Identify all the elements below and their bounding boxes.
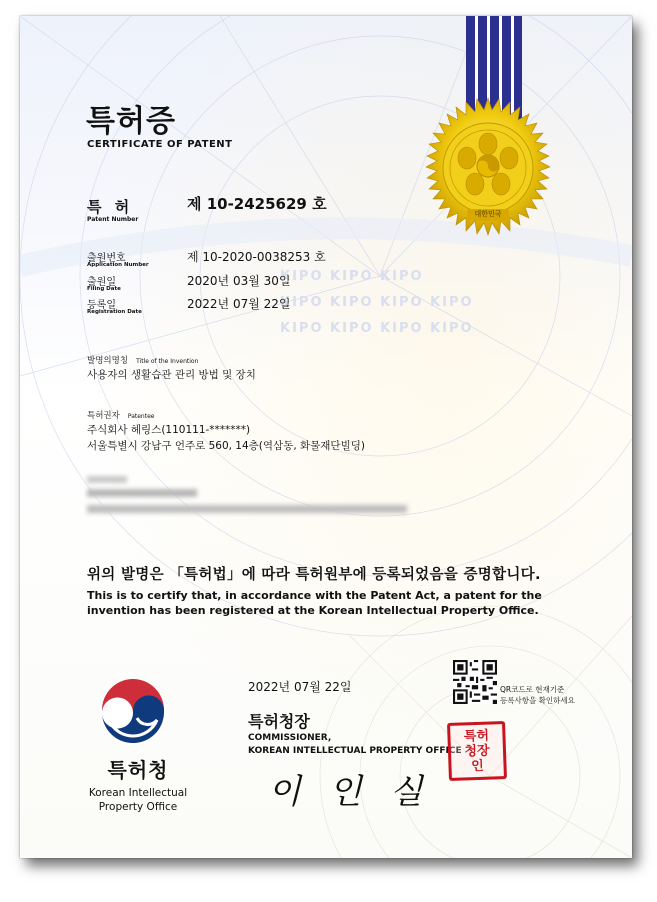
gold-medal-seal xyxy=(413,96,563,246)
registration-date-label: 등록일 xyxy=(87,300,116,311)
certificate-page xyxy=(20,16,632,858)
issue-date: 2022년 07월 22일 xyxy=(248,680,352,694)
patent-number-value: 제 10-2425629 호 xyxy=(187,195,327,213)
commissioner-title-en: COMMISSIONER, KOREAN INTELLECTUAL PROPERTY OFFICE xyxy=(248,733,462,756)
registration-date-label-en: Registration Date xyxy=(87,309,142,315)
kipo-taegeuk-logo-icon xyxy=(97,676,169,748)
patentee-name: 주식회사 헤링스(110111-*******) xyxy=(87,424,251,436)
application-number-value: 제 10-2020-0038253 호 xyxy=(187,250,326,264)
redacted-inventor-block xyxy=(87,476,427,513)
official-red-stamp: 특허청장인 xyxy=(447,721,507,781)
invention-title-label: 발명의명칭 Title of the Invention xyxy=(87,356,199,366)
patent-number-label-en: Patent Number xyxy=(87,216,139,223)
application-number-label: 출원번호 xyxy=(87,253,126,264)
medal-caption: 대한민국 xyxy=(474,210,502,218)
verification-qr-code[interactable] xyxy=(453,660,497,704)
qr-instruction-text: QR코드로 현재기준 등록사항을 확인하세요 xyxy=(500,685,575,705)
filing-date-label: 출원일 xyxy=(87,277,116,288)
commissioner-title-kr: 특허청장 xyxy=(248,712,310,731)
office-name-en: Korean Intellectual Property Office xyxy=(88,787,188,813)
kipo-watermark: KIPO KIPO KIPO KIPO KIPO KIPO KIPO KIPO KIPO KIPO KIPO xyxy=(280,269,474,336)
certification-statement-kr: 위의 발명은 「특허법」에 따라 특허원부에 등록되었음을 증명합니다. xyxy=(87,567,541,583)
commissioner-signature: 이인실 xyxy=(268,772,451,812)
invention-title-value: 사용자의 생활습관 관리 방법 및 장치 xyxy=(87,369,256,381)
filing-date-value: 2020년 03월 30일 xyxy=(187,274,291,288)
patentee-address: 서울특별시 강남구 언주로 560, 14층(역삼동, 화물재단빌딩) xyxy=(87,440,365,452)
registration-date-value: 2022년 07월 22일 xyxy=(187,297,291,311)
certification-statement-en: This is to certify that, in accordance with the Patent Act, a patent for the invention has been registered at the Korean Intellectual Property Office. xyxy=(87,589,542,617)
patentee-label: 특허권자 Patentee xyxy=(87,411,155,421)
patent-number-label: 특 허 xyxy=(87,198,134,216)
filing-date-label-en: Filing Date xyxy=(87,286,121,292)
certificate-title-en: CERTIFICATE OF PATENT xyxy=(87,139,233,150)
application-number-label-en: Application Number xyxy=(87,262,149,268)
certificate-title: 특허증 xyxy=(86,104,176,139)
office-name-kr: 특허청 xyxy=(107,758,169,782)
